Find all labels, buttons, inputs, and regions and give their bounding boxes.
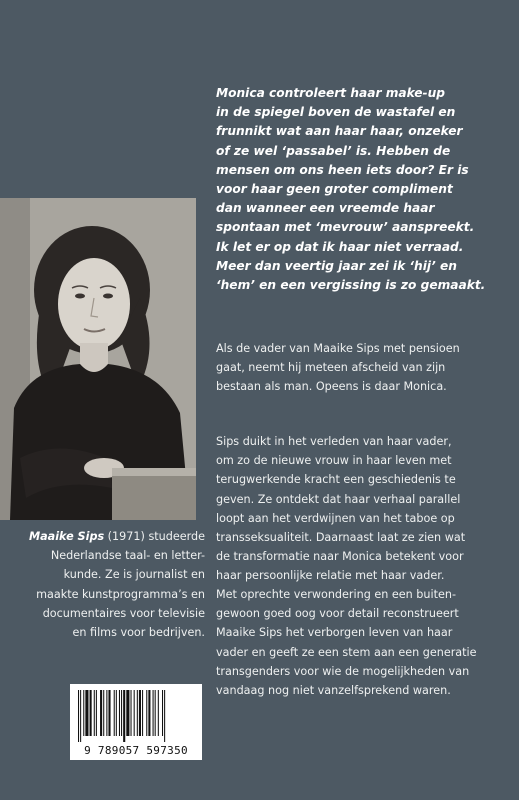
isbn-number: 9 789057 597350 <box>84 744 188 757</box>
quote-line: mensen om ons heen iets door? Er is <box>216 162 469 177</box>
barcode-bar <box>158 690 159 736</box>
barcode-bar <box>83 690 84 736</box>
text-line: Als de vader van Maaike Sips met pensioen <box>216 342 460 355</box>
author-photo <box>0 198 196 520</box>
text-line: om zo de nieuwe vrouw in haar leven met <box>216 454 452 468</box>
quote-line: dan wanneer een vreemde haar <box>216 201 435 216</box>
quote-line: voor haar geen groter compliment <box>216 182 453 197</box>
paragraph-story <box>216 432 512 586</box>
quote-line: Monica controleert haar make-up <box>216 86 446 100</box>
bio-line: kunde. Ze is journalist en <box>63 568 205 582</box>
text-line: bestaan als man. Opeens is daar Monica. <box>216 380 447 394</box>
text-line: Maaike Sips het verborgen leven van haar <box>216 626 453 640</box>
text-line: haar persoonlijke relatie met haar vader. <box>216 569 445 583</box>
barcode-bar <box>155 690 156 736</box>
text-line: Met oprechte verwondering en een buiten- <box>216 588 456 601</box>
barcode-bar <box>103 690 104 736</box>
paragraph-closing <box>216 585 512 700</box>
text-line: gaat, neemt hij meteen afscheid van zijn <box>216 361 446 375</box>
barcode-bar <box>123 690 125 742</box>
barcode-bar <box>96 690 97 736</box>
quote-line: in de spiegel boven de wastafel en <box>216 105 456 120</box>
barcode-bar <box>153 690 154 736</box>
text-line: vandaag nog niet vanzelfsprekend waren. <box>216 684 451 698</box>
barcode-bar <box>85 690 88 736</box>
barcode-bar <box>121 690 122 736</box>
bio-line-rest: (1971) studeerde <box>104 530 205 543</box>
barcode-bar <box>148 690 150 736</box>
quote-line: ‘hem’ en een vergissing is zo gemaakt. <box>216 278 486 293</box>
quote-block <box>216 84 512 295</box>
barcode-bar <box>80 690 81 742</box>
barcode-bar <box>108 690 110 736</box>
barcode-bars <box>76 690 196 742</box>
text-line: gewoon goed oog voor detail reconstrueert <box>216 607 459 621</box>
barcode-bar <box>100 690 102 736</box>
bio-line <box>25 527 205 546</box>
paragraph-intro <box>216 339 512 397</box>
quote-line: spontaan met ‘mevrouw’ aanspreekt. <box>216 220 475 235</box>
text-line: geven. Ze ontdekt dat haar verhaal parallel <box>216 492 461 506</box>
barcode-bar <box>134 690 135 736</box>
bio-line: documentaires voor televisie <box>42 606 205 620</box>
barcode <box>70 684 202 760</box>
barcode-bar <box>119 690 120 736</box>
barcode-bar <box>131 690 132 736</box>
text-line: transgenders voor wie de mogelijkheden van <box>216 664 470 678</box>
barcode-bar <box>164 690 165 742</box>
text-line: loopt aan het verdwijnen van het taboe op <box>216 511 455 525</box>
author-name: Maaike Sips <box>28 530 105 543</box>
bio-line: en films voor bedrijven. <box>72 626 205 640</box>
bio-line: maakte kunstprogramma’s en <box>36 587 205 601</box>
text-line: vader en geeft ze een stem aan een generatie <box>216 645 477 659</box>
text-line: de transformatie naar Monica betekent voor <box>216 550 464 564</box>
barcode-bar <box>116 690 117 736</box>
barcode-bar <box>146 690 147 736</box>
barcode-bar <box>137 690 138 736</box>
barcode-bar <box>94 690 95 736</box>
quote-line: Meer dan veertig jaar zei ik ‘hij’ en <box>216 258 457 273</box>
barcode-bar <box>90 690 92 736</box>
text-line: Sips duikt in het verleden van haar vader, <box>216 435 452 448</box>
author-bio <box>25 527 205 642</box>
quote-line: frunnikt wat aan haar haar, onzeker <box>216 124 463 139</box>
barcode-bar <box>114 690 115 736</box>
barcode-bar <box>162 690 163 736</box>
barcode-bar <box>139 690 141 736</box>
barcode-bar <box>78 690 79 742</box>
barcode-bar <box>106 690 107 736</box>
text-line: transseksualiteit. Daarnaast laat ze zien wat <box>216 531 466 545</box>
barcode-bar <box>126 690 129 736</box>
text-line: terugwerkende kracht een geschiedenis te <box>216 473 456 487</box>
barcode-bar <box>142 690 143 736</box>
quote-line: Ik let er op dat ik haar niet verraad. <box>216 239 464 254</box>
bio-line: Nederlandse taal- en letter- <box>50 549 205 563</box>
quote-line: of ze wel ‘passabel’ is. Hebben de <box>216 143 451 158</box>
